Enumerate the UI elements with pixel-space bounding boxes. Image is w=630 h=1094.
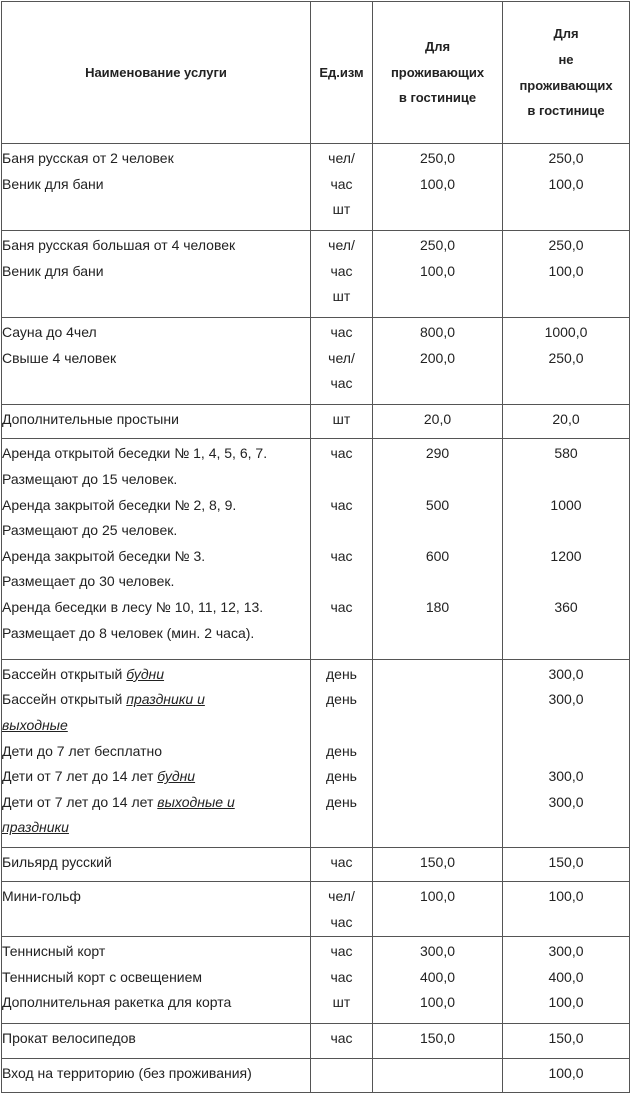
guests-price-cell: [373, 230, 503, 317]
table-row: [2, 847, 630, 881]
unit-line: чел/: [328, 349, 355, 366]
service-name-line: Веник для бани: [2, 262, 104, 279]
header-service-name: Наименование услуги: [2, 2, 311, 144]
service-name-line: Размещают до 15 человек.: [2, 470, 178, 487]
guests-price-line: 200,0: [419, 349, 456, 366]
table-row: [2, 404, 630, 438]
unit-line: день: [326, 768, 357, 785]
day-type-underlined: праздники: [2, 819, 69, 836]
service-name-line: Аренда закрытой беседки № 2, 8, 9.: [2, 496, 237, 513]
service-name-line: Сауна до 4чел: [2, 323, 97, 340]
table-row: [2, 1024, 630, 1058]
service-name-line: Теннисный корт с освещением: [2, 968, 203, 985]
unit-line: [311, 518, 372, 544]
service-name-line: Теннисный корт: [2, 943, 106, 960]
services-price-table: [1, 1, 630, 1093]
service-name-line: [2, 739, 310, 765]
table-row: [2, 1058, 630, 1092]
others-price-cell: [503, 1024, 630, 1058]
guests-price-line: 20,0: [423, 410, 452, 427]
others-price-line: 300,0: [548, 768, 584, 785]
guests-price-line: 100,0: [419, 262, 456, 279]
guests-price-line: 150,0: [419, 1030, 456, 1047]
header-guests-line: Для: [424, 39, 451, 55]
others-price-line: 300,0: [548, 793, 584, 810]
service-name-line: Баня русская от 2 человек: [2, 150, 174, 166]
table-row: [2, 659, 630, 847]
service-name-line: Прокат велосипедов: [2, 1030, 136, 1047]
guests-price-cell: [373, 144, 503, 231]
guests-price-cell: [373, 1024, 503, 1058]
header-guests-line: в гостинице: [398, 90, 477, 106]
others-price-line: 250,0: [548, 236, 584, 253]
service-name-line: Свыше 4 человек: [2, 349, 117, 366]
guests-price-cell: [373, 1058, 503, 1092]
others-price-cell: [503, 439, 630, 660]
others-price-cell: [503, 404, 630, 438]
others-price-line: 360: [554, 598, 578, 615]
unit-line: [311, 713, 372, 739]
guests-price-line: 300,0: [419, 943, 456, 960]
others-price-line: 100,0: [548, 994, 584, 1011]
others-price-line: 100,0: [548, 1064, 584, 1081]
others-price-line: [503, 569, 629, 595]
unit-line: час: [330, 262, 353, 279]
table-header-row: [2, 2, 630, 144]
unit-line: [311, 569, 372, 595]
service-name-line: Бильярд русский: [2, 853, 112, 870]
header-others-line: проживающих: [519, 77, 613, 93]
others-price-cell: [503, 1058, 630, 1092]
unit-cell: [311, 1024, 373, 1058]
others-price-line: 250,0: [548, 150, 584, 166]
guests-price-cell: [373, 937, 503, 1024]
others-price-line: 150,0: [548, 1030, 584, 1047]
service-name-line: [2, 713, 310, 739]
unit-line: час: [330, 913, 353, 930]
guests-price-line: [373, 569, 502, 595]
service-name-line: Размещают до 25 человек.: [2, 522, 178, 539]
others-price-line: 300,0: [548, 665, 584, 682]
service-name-line: Аренда беседки в лесу № 10, 11, 12, 13.: [2, 598, 264, 615]
table-row: [2, 230, 630, 317]
unit-line: шт: [332, 201, 351, 218]
others-price-line: [503, 739, 629, 765]
service-text: Бассейн открытый: [2, 665, 127, 682]
guests-price-line: 250,0: [419, 150, 456, 166]
unit-line: шт: [332, 994, 351, 1011]
header-guests-price: [373, 2, 503, 144]
table-body: [2, 144, 630, 1093]
others-price-cell: [503, 144, 630, 231]
service-name-line: Дополнительная ракетка для корта: [2, 994, 232, 1011]
guests-price-line: [373, 518, 502, 544]
unit-cell: [311, 404, 373, 438]
service-name-line: Размещает до 8 человек (мин. 2 часа).: [2, 624, 255, 641]
service-name-line: Аренда открытой беседки № 1, 4, 5, 6, 7.: [2, 445, 268, 462]
others-price-cell: [503, 230, 630, 317]
unit-line: час: [330, 496, 353, 513]
service-name-line: Вход на территорию (без проживания): [2, 1064, 252, 1081]
unit-line: час: [330, 375, 353, 392]
guests-price-line: 400,0: [419, 968, 456, 985]
service-name-line: Дополнительные простыни: [2, 410, 179, 427]
service-name-line: [2, 662, 310, 688]
others-price-line: 1000: [550, 496, 582, 513]
table-row: [2, 439, 630, 660]
service-text: Дети до 7 лет бесплатно: [2, 742, 163, 759]
unit-cell: [311, 937, 373, 1024]
guests-price-line: 600: [425, 547, 450, 564]
others-price-line: [503, 518, 629, 544]
table-row: [2, 144, 630, 231]
unit-cell: [311, 659, 373, 847]
guests-price-cell: [373, 659, 503, 847]
others-price-line: 100,0: [548, 262, 584, 279]
service-name-cell: [2, 1024, 311, 1058]
others-price-cell: [503, 882, 630, 937]
service-name-cell: [2, 847, 311, 881]
service-name-line: [2, 687, 310, 713]
header-guests-line: проживающих: [390, 64, 485, 80]
service-name-cell: [2, 404, 311, 438]
service-name-line: [2, 815, 310, 841]
guests-price-cell: [373, 317, 503, 404]
others-price-line: 300,0: [548, 691, 584, 708]
others-price-cell: [503, 317, 630, 404]
service-name-cell: [2, 230, 311, 317]
service-name-line: Аренда закрытой беседки № 3.: [2, 547, 206, 564]
table-row: [2, 937, 630, 1024]
others-price-cell: [503, 937, 630, 1024]
service-name-line: [2, 764, 310, 790]
unit-cell: [311, 230, 373, 317]
unit-cell: [311, 882, 373, 937]
unit-line: [311, 467, 372, 493]
service-name-cell: [2, 659, 311, 847]
unit-line: час: [330, 445, 353, 462]
others-price-line: 150,0: [548, 853, 584, 870]
unit-line: час: [330, 853, 353, 870]
day-type-underlined: выходные и: [157, 793, 235, 810]
service-text: Дети от 7 лет до 14 лет: [2, 793, 158, 810]
guests-price-line: [373, 467, 502, 493]
unit-line: час: [330, 323, 353, 340]
service-name-cell: [2, 1058, 311, 1092]
unit-line: день: [326, 665, 357, 682]
unit-line: день: [326, 691, 357, 708]
header-others-line: в гостинице: [527, 103, 605, 119]
service-name-cell: [2, 882, 311, 937]
unit-line: час: [330, 943, 353, 960]
service-text: Дети от 7 лет до 14 лет: [2, 768, 158, 785]
unit-line: шт: [332, 410, 351, 427]
guests-price-line: 800,0: [419, 323, 456, 340]
unit-cell: [311, 847, 373, 881]
service-name-line: Мини-гольф: [2, 888, 81, 905]
unit-line: день: [326, 793, 357, 810]
service-name-line: Веник для бани: [2, 175, 104, 192]
unit-line: час: [330, 547, 353, 564]
guests-price-cell: [373, 882, 503, 937]
others-price-cell: [503, 659, 630, 847]
others-price-line: [503, 713, 629, 739]
service-name-line: [2, 790, 310, 816]
guests-price-line: 100,0: [419, 888, 456, 905]
guests-price-line: 100,0: [419, 175, 456, 192]
others-price-line: [503, 467, 629, 493]
others-price-cell: [503, 847, 630, 881]
service-name-cell: [2, 937, 311, 1024]
others-price-line: 1000,0: [544, 323, 588, 340]
guests-price-line: 180: [425, 598, 450, 615]
guests-price-cell: [373, 439, 503, 660]
day-type-underlined: будни: [126, 665, 165, 682]
service-name-cell: [2, 317, 311, 404]
header-others-line: Для: [553, 26, 579, 42]
unit-line: час: [330, 968, 353, 985]
others-price-line: 1200: [550, 547, 582, 564]
others-price-line: 20,0: [552, 410, 580, 427]
service-name-line: Баня русская большая от 4 человек: [2, 236, 236, 253]
others-price-line: 100,0: [548, 175, 584, 192]
guests-price-line: 290: [425, 445, 450, 462]
guests-price-cell: [373, 847, 503, 881]
others-price-line: 300,0: [548, 943, 584, 960]
guests-price-line: 150,0: [419, 853, 456, 870]
unit-line: шт: [332, 288, 351, 305]
day-type-underlined: праздники и: [126, 691, 205, 708]
header-others-line: не: [558, 51, 574, 67]
table-row: [2, 882, 630, 937]
unit-line: чел/: [328, 150, 355, 166]
day-type-underlined: выходные: [2, 717, 68, 734]
unit-cell: [311, 1058, 373, 1092]
guests-price-line: 100,0: [419, 994, 456, 1011]
guests-price-line: 250,0: [419, 236, 456, 253]
unit-line: чел/: [328, 888, 355, 905]
service-name-cell: [2, 144, 311, 231]
unit-cell: [311, 144, 373, 231]
unit-line: час: [330, 1030, 353, 1047]
unit-line: чел/: [328, 236, 355, 253]
header-others-price: [503, 2, 630, 144]
unit-cell: [311, 317, 373, 404]
service-name-line: Размещает до 30 человек.: [2, 573, 175, 590]
others-price-line: 400,0: [548, 968, 584, 985]
unit-line: день: [326, 742, 357, 759]
unit-line: час: [330, 175, 353, 192]
service-name-cell: [2, 439, 311, 660]
others-price-line: 100,0: [548, 888, 584, 905]
header-unit: Ед.изм: [311, 2, 373, 144]
guests-price-cell: [373, 404, 503, 438]
unit-line: час: [330, 598, 353, 615]
table-row: [2, 317, 630, 404]
unit-cell: [311, 439, 373, 660]
guests-price-line: 500: [425, 496, 450, 513]
day-type-underlined: будни: [157, 768, 196, 785]
others-price-line: 250,0: [548, 349, 584, 366]
service-text: Бассейн открытый: [2, 691, 127, 708]
others-price-line: 580: [554, 445, 578, 462]
